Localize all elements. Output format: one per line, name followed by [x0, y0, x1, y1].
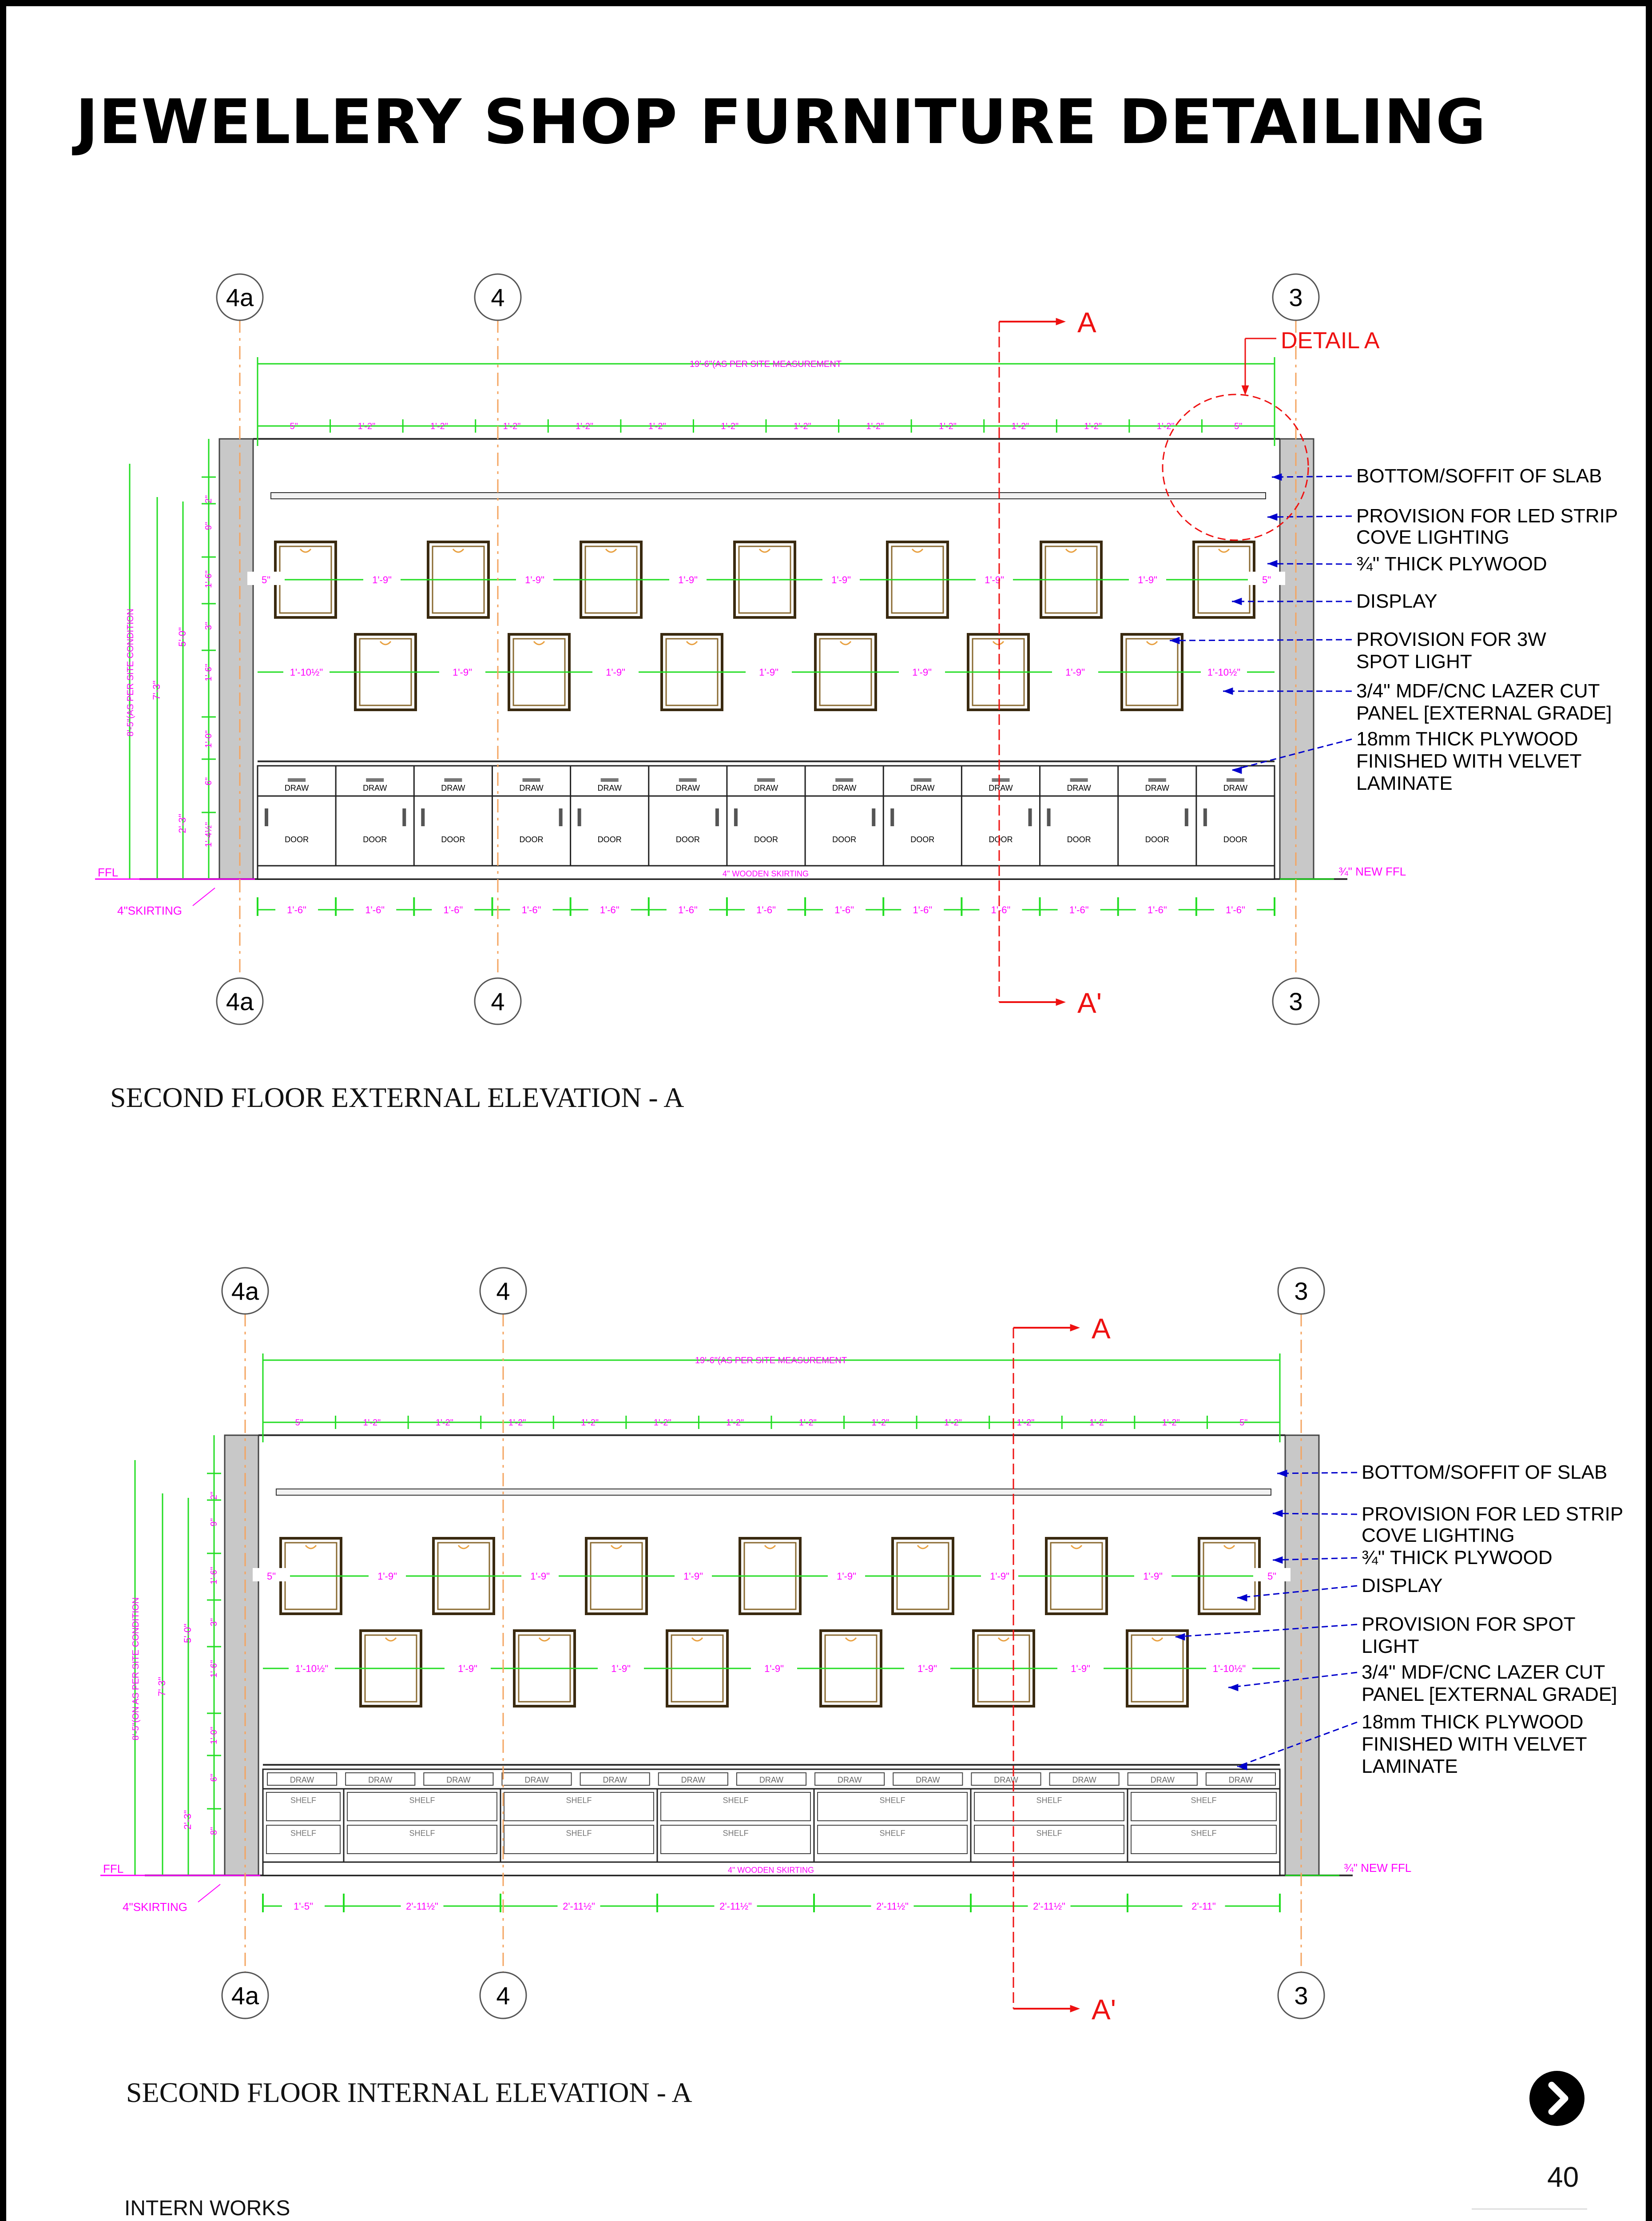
top-dimension-text: 1'-2" [503, 422, 521, 431]
page-title: JEWELLERY SHOP FURNITURE DETAILING [75, 86, 1486, 158]
grid-label: 4 [491, 987, 505, 1015]
top-dimension-text: 1'-2" [581, 1418, 599, 1428]
drawer-label: DRAW [675, 784, 700, 792]
height-sub-text: 2'-3" [182, 1810, 193, 1830]
annotation-text: DISPLAY [1356, 590, 1438, 612]
top-dimension-text: 5" [1239, 1418, 1248, 1428]
next-page-button[interactable] [1529, 2071, 1584, 2126]
annotation-text: PANEL [EXTERNAL GRADE] [1356, 702, 1612, 724]
top-dimension-text: 1'-2" [939, 422, 957, 431]
frame-row1-dimension-text: 1'-9" [985, 574, 1004, 585]
frame-row1-dimension-text: 1'-9" [678, 574, 698, 585]
frame-row1-dimension-text: 5" [1262, 574, 1271, 585]
frame-row2-dimension-text: 1'-9" [1065, 667, 1085, 678]
drawer-label: DRAW [368, 1775, 393, 1784]
detail-label: DETAIL A [1281, 328, 1380, 354]
door-handle [890, 808, 894, 826]
skirting-leader [193, 888, 215, 906]
bottom-dimension-text: 1'-6" [913, 904, 933, 915]
annotation-leader [1267, 516, 1352, 517]
top-dimension-text: 1'-2" [798, 1418, 817, 1428]
drawer-label: DRAW [524, 1775, 549, 1784]
page-number: 40 [1547, 2161, 1579, 2193]
top-dimension-text: 1'-2" [793, 422, 811, 431]
shelf-label: SHELF [566, 1796, 592, 1805]
bottom-dimension-text: 2'-11½" [563, 1901, 595, 1912]
frame-row2-dimension-text: 1'-9" [453, 667, 472, 678]
grid-label: 3 [1294, 1277, 1308, 1305]
frame-row2-dimension-text: 1'-9" [917, 1663, 937, 1674]
bottom-dimension-text: 1'-6" [1147, 904, 1167, 915]
arrow-head [1267, 513, 1277, 521]
frame-row1-dimension-text: 1'-9" [831, 574, 851, 585]
shelf-label: SHELF [723, 1796, 749, 1805]
annotation-text: COVE LIGHTING [1356, 526, 1509, 548]
door-label: DOOR [832, 835, 857, 844]
drawing-sheet [6, 6, 1646, 2221]
height-sub-text: 5'-0" [182, 1624, 193, 1643]
top-dimension-text: 1'-2" [653, 1418, 671, 1428]
shelf-label: SHELF [879, 1796, 905, 1805]
segment-dimension-text: 1'-6" [204, 664, 214, 681]
footer-label: INTERN WORKS [124, 2197, 290, 2220]
frame-row1-dimension-text: 5" [1267, 1571, 1277, 1582]
frame-row2-dimension-text: 1'-9" [611, 1663, 631, 1674]
grid-label: 4a [226, 987, 254, 1015]
top-dimension-text: 1'-2" [508, 1418, 526, 1428]
drawer-handle [444, 778, 462, 782]
door-handle [1029, 808, 1032, 826]
arrow-head [1267, 560, 1277, 568]
height-dimension-text: 8'-5"(AS PER SITE CONDITION [126, 609, 135, 736]
segment-dimension-text: 3" [204, 621, 214, 630]
frame-row1-dimension-text: 1'-9" [1138, 574, 1157, 585]
drawer-label: DRAW [519, 784, 544, 792]
frame-row1-dimension-text: 1'-9" [525, 574, 544, 585]
left-wall [225, 1435, 258, 1875]
bottom-dimension-text: 2'-11" [1191, 1901, 1216, 1912]
bottom-dimension-text: 1'-6" [678, 904, 698, 915]
frame-row2-dimension-text: 1'-9" [606, 667, 625, 678]
top-dimension-text: 1'-2" [871, 1418, 890, 1428]
door-label: DOOR [754, 835, 778, 844]
annotation-text: PROVISION FOR LED STRIP [1362, 1503, 1624, 1525]
annotation-text: ¾" THICK PLYWOOD [1356, 553, 1547, 575]
grid-label: 4a [231, 1277, 259, 1305]
annotation-text: FINISHED WITH VELVET [1362, 1733, 1587, 1755]
section-mark-top: A [1092, 1313, 1111, 1345]
shelf-label: SHELF [409, 1796, 435, 1805]
door-handle [1185, 808, 1188, 826]
frame-row2-dimension-text: 1'-10½" [290, 667, 323, 678]
segment-dimension-text: 3" [209, 1618, 219, 1627]
annotation-text: 3/4" MDF/CNC LAZER CUT [1362, 1661, 1605, 1683]
shelf-label: SHELF [290, 1796, 317, 1805]
bottom-dimension-text: 1'-6" [756, 904, 776, 915]
frame-row2-dimension-text: 1'-10½" [1212, 1663, 1246, 1674]
segment-dimension-text: 1'-0" [204, 730, 214, 748]
internal-elevation [100, 1268, 1623, 2026]
annotation-text: ¾" THICK PLYWOOD [1362, 1547, 1553, 1568]
top-dimension-text: 1'-2" [1156, 422, 1175, 431]
bottom-dimension-text: 1'-6" [1069, 904, 1089, 915]
frame-row1-dimension-text: 1'-9" [683, 1571, 703, 1582]
drawer-label: DRAW [603, 1775, 627, 1784]
frame-row2-dimension-text: 1'-9" [759, 667, 778, 678]
frame-row2-dimension-text: 1'-10½" [1207, 667, 1241, 678]
door-handle [715, 808, 719, 826]
shelf-label: SHELF [1036, 1829, 1062, 1838]
drawer-handle [1148, 778, 1166, 782]
drawer-label: DRAW [284, 784, 309, 792]
door-label: DOOR [989, 835, 1013, 844]
shelf-label: SHELF [566, 1829, 592, 1838]
bottom-dimension-text: 2'-11½" [406, 1901, 438, 1912]
door-label: DOOR [441, 835, 465, 844]
annotation-text: LAMINATE [1362, 1755, 1458, 1777]
drawer-label: DRAW [363, 784, 387, 792]
overall-dimension-text: 19'-6"(AS PER SITE MEASUREMENT [689, 359, 842, 369]
segment-dimension-text: 2" [204, 495, 214, 504]
bottom-dimension-text: 1'-6" [365, 904, 385, 915]
section-mark-bottom: A' [1077, 987, 1102, 1019]
drawer-handle [835, 778, 853, 782]
bottom-dimension-text: 1'-6" [521, 904, 541, 915]
grid-label: 4 [491, 283, 505, 311]
top-dimension-text: 1'-2" [1011, 422, 1029, 431]
drawer-label: DRAW [1072, 1775, 1096, 1784]
drawer-label: DRAW [446, 1775, 471, 1784]
drawer-label: DRAW [681, 1775, 706, 1784]
drawer-label: DRAW [1067, 784, 1091, 792]
frame-row1-dimension-text: 1'-9" [1143, 1571, 1163, 1582]
frame-row2-dimension-text: 1'-9" [764, 1663, 784, 1674]
bottom-dimension-text: 2'-11½" [876, 1901, 909, 1912]
drawer-label: DRAW [994, 1775, 1018, 1784]
door-handle [402, 808, 406, 826]
shelf-label: SHELF [1036, 1796, 1062, 1805]
grid-label: 3 [1289, 283, 1303, 311]
led-cove-ledge [276, 1489, 1271, 1495]
annotation-text: COVE LIGHTING [1362, 1524, 1515, 1546]
annotation-text: 3/4" MDF/CNC LAZER CUT [1356, 680, 1600, 702]
external-elevation [95, 274, 1618, 1024]
segment-dimension-text: 1'-6" [209, 1660, 219, 1678]
annotation-text: BOTTOM/SOFFIT OF SLAB [1356, 465, 1602, 487]
drawer-label: DRAW [916, 1775, 940, 1784]
door-handle [578, 808, 581, 826]
frame-row1-dimension-text: 5" [261, 574, 271, 585]
drawer-label: DRAW [759, 1775, 784, 1784]
top-dimension-text: 1'-2" [436, 1418, 453, 1428]
annotation-text: PROVISION FOR SPOT [1362, 1613, 1576, 1635]
door-label: DOOR [1067, 835, 1091, 844]
segment-dimension-text: 1'-6" [209, 1567, 219, 1584]
shelf-label: SHELF [723, 1829, 749, 1838]
annotation-text: LIGHT [1362, 1636, 1419, 1657]
bottom-dimension-text: 1'-6" [600, 904, 620, 915]
drawer-label: DRAW [837, 1775, 862, 1784]
shelf-label: SHELF [879, 1829, 905, 1838]
frame-row2-dimension-text: 1'-9" [912, 667, 932, 678]
top-dimension-text: 1'-2" [648, 422, 666, 431]
grid-label: 3 [1289, 987, 1303, 1015]
annotation-text: BOTTOM/SOFFIT OF SLAB [1362, 1461, 1608, 1483]
door-handle [265, 808, 268, 826]
arrow-head [1223, 688, 1233, 695]
drawer-handle [913, 778, 931, 782]
bottom-dimension-text: 1'-6" [834, 904, 854, 915]
top-dimension-text: 1'-2" [1162, 1418, 1180, 1428]
bottom-dimension-text: 1'-5" [294, 1901, 313, 1912]
frame-row1-dimension-text: 1'-9" [990, 1571, 1009, 1582]
height-sub-text: 2'-3" [177, 814, 188, 833]
height-sub-text: 7'-3" [156, 1677, 167, 1696]
right-wall [1280, 439, 1314, 879]
top-dimension-text: 1'-2" [1089, 1418, 1107, 1428]
elevation-caption-external: SECOND FLOOR EXTERNAL ELEVATION - A [110, 1082, 684, 1113]
segment-dimension-text: 2" [209, 1491, 219, 1500]
top-dimension-text: 1'-2" [866, 422, 884, 431]
door-handle [734, 808, 738, 826]
door-label: DOOR [1223, 835, 1247, 844]
annotation-leader [1170, 640, 1352, 641]
shelf-label: SHELF [409, 1829, 435, 1838]
bottom-dimension-text: 2'-11½" [1033, 1901, 1065, 1912]
annotation-text: LAMINATE [1356, 772, 1453, 794]
drawer-label: DRAW [1223, 784, 1248, 792]
new-ffl-label: ¾" NEW FFL [1338, 865, 1406, 878]
bottom-dimension-text: 1'-6" [287, 904, 306, 915]
door-label: DOOR [363, 835, 387, 844]
top-dimension-text: 1'-2" [1017, 1418, 1035, 1428]
top-dimension-text: 1'-2" [1084, 422, 1102, 431]
drawer-label: DRAW [1228, 1775, 1253, 1784]
overall-dimension-text: 19'-6"(AS PER SITE MEASUREMENT [695, 1356, 847, 1365]
frame-row1-dimension-text: 1'-9" [530, 1571, 550, 1582]
segment-dimension-text: 1'-6" [204, 570, 214, 588]
top-dimension-text: 5" [1234, 422, 1243, 431]
door-handle [559, 808, 563, 826]
segment-dimension-text: 6" [209, 1773, 219, 1782]
annotation-text: 18mm THICK PLYWOOD [1356, 728, 1578, 750]
shelf-label: SHELF [1191, 1829, 1217, 1838]
drawer-label: DRAW [832, 784, 857, 792]
skirting-text: 4" WOODEN SKIRTING [722, 869, 809, 878]
annotation-text: PANEL [EXTERNAL GRADE] [1362, 1684, 1617, 1705]
arrow-head [1056, 999, 1066, 1006]
left-wall [219, 439, 253, 879]
annotation-text: DISPLAY [1362, 1575, 1443, 1596]
height-sub-text: 7'-3" [151, 681, 162, 700]
frame-row1-dimension-text: 1'-9" [837, 1571, 856, 1582]
grid-label: 4a [226, 283, 254, 311]
height-dimension-text: 8'-5"(ON AS PER SITE CONDITION [131, 1597, 141, 1741]
right-wall [1285, 1435, 1319, 1875]
drawer-label: DRAW [1150, 1775, 1175, 1784]
top-dimension-text: 1'-2" [944, 1418, 962, 1428]
skirting-leader [198, 1884, 220, 1902]
bottom-dimension-text: 2'-11½" [719, 1901, 752, 1912]
arrow-head [1056, 318, 1066, 326]
chevron-right-icon [1529, 2071, 1584, 2126]
grid-label: 3 [1294, 1982, 1308, 2010]
drawer-handle [523, 778, 540, 782]
top-dimension-text: 1'-2" [576, 422, 593, 431]
drawer-label: DRAW [441, 784, 465, 792]
skirting-text: 4" WOODEN SKIRTING [727, 1866, 814, 1875]
shelf-label: SHELF [290, 1829, 317, 1838]
annotation-text: PROVISION FOR LED STRIP [1356, 505, 1618, 527]
frame-row1-dimension-text: 5" [266, 1571, 276, 1582]
frame-row2-dimension-text: 1'-9" [458, 1663, 477, 1674]
top-dimension-text: 1'-2" [726, 1418, 744, 1428]
arrow-head [1273, 1556, 1283, 1564]
door-label: DOOR [285, 835, 309, 844]
annotation-leader [1175, 1624, 1357, 1637]
annotation-text: 18mm THICK PLYWOOD [1362, 1711, 1584, 1733]
door-handle [421, 808, 425, 826]
door-label: DOOR [1145, 835, 1169, 844]
grid-label: 4 [496, 1277, 510, 1305]
annotation-text: PROVISION FOR 3W [1356, 629, 1546, 650]
drawer-handle [366, 778, 384, 782]
segment-dimension-text: 6" [204, 777, 214, 786]
arrow-head [1277, 1470, 1287, 1477]
skirting-note: 4"SKIRTING [123, 1900, 188, 1914]
bottom-dimension-text: 1'-6" [443, 904, 463, 915]
annotation-text: SPOT LIGHT [1356, 651, 1472, 673]
drawer-label: DRAW [754, 784, 778, 792]
drawer-label: DRAW [1145, 784, 1169, 792]
top-dimension-text: 5" [290, 422, 298, 431]
segment-dimension-text: 1'-4½" [204, 822, 214, 848]
door-label: DOOR [675, 835, 700, 844]
arrow-head [1228, 1684, 1238, 1692]
door-label: DOOR [519, 835, 544, 844]
height-sub-text: 5'-0" [177, 627, 188, 647]
arrow-head [1242, 386, 1249, 395]
annotation-text: FINISHED WITH VELVET [1356, 750, 1582, 772]
drawer-label: DRAW [597, 784, 622, 792]
drawer-label: DRAW [989, 784, 1013, 792]
top-dimension-text: 1'-2" [357, 422, 376, 431]
drawer-handle [288, 778, 306, 782]
door-label: DOOR [910, 835, 935, 844]
drawer-handle [1227, 778, 1244, 782]
drawer-handle [992, 778, 1009, 782]
door-label: DOOR [597, 835, 622, 844]
drawer-label: DRAW [910, 784, 935, 792]
drawer-handle [1070, 778, 1088, 782]
frame-row1-dimension-text: 1'-9" [377, 1571, 397, 1582]
bottom-dimension-text: 1'-6" [991, 904, 1011, 915]
frame-row2-dimension-text: 1'-9" [1071, 1663, 1090, 1674]
segment-dimension-text: 8" [209, 1827, 219, 1835]
arrow-head [1070, 1324, 1080, 1332]
arrow-head [1272, 474, 1282, 481]
ffl-label: FFL [103, 1862, 124, 1875]
bottom-dimension-text: 1'-6" [1226, 904, 1245, 915]
door-handle [1047, 808, 1051, 826]
elevation-caption-internal: SECOND FLOOR INTERNAL ELEVATION - A [126, 2077, 692, 2108]
drawer-handle [757, 778, 775, 782]
door-handle [1203, 808, 1207, 826]
new-ffl-label: ¾" NEW FFL [1344, 1861, 1412, 1875]
arrow-head [1070, 2005, 1080, 2013]
section-mark-top: A [1077, 306, 1096, 338]
skirting-note: 4"SKIRTING [117, 904, 183, 917]
drawer-handle [679, 778, 697, 782]
grid-label: 4a [231, 1982, 259, 2010]
led-cove-ledge [271, 493, 1266, 499]
segment-dimension-text: 9" [209, 1518, 219, 1527]
segment-dimension-text: 1'-0" [209, 1727, 219, 1744]
top-dimension-text: 1'-2" [721, 422, 739, 431]
grid-label: 4 [496, 1982, 510, 2010]
door-handle [872, 808, 875, 826]
frame-row2-dimension-text: 1'-10½" [295, 1663, 329, 1674]
frame-row1-dimension-text: 1'-9" [372, 574, 392, 585]
ffl-label: FFL [98, 866, 119, 879]
shelf-label: SHELF [1191, 1796, 1217, 1805]
top-dimension-text: 1'-2" [363, 1418, 381, 1428]
segment-dimension-text: 9" [204, 521, 214, 530]
top-dimension-text: 5" [295, 1418, 303, 1428]
section-mark-bottom: A' [1092, 1994, 1116, 2026]
annotation-leader [1273, 1513, 1357, 1514]
drawer-label: DRAW [290, 1775, 314, 1784]
drawer-handle [601, 778, 619, 782]
arrow-head [1273, 1510, 1283, 1517]
top-dimension-text: 1'-2" [430, 422, 448, 431]
